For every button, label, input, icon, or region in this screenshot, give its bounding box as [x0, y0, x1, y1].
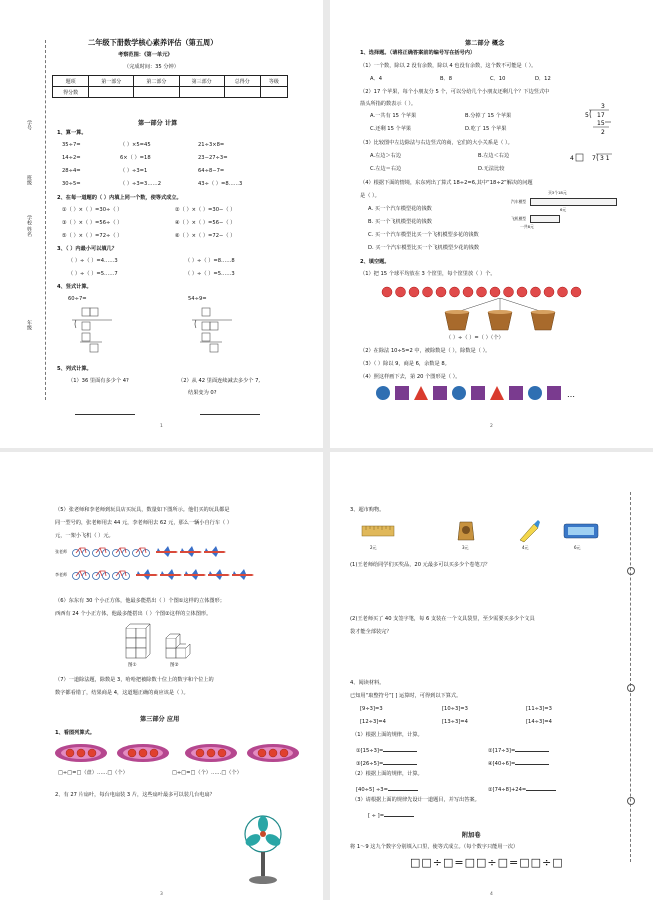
q2-item: ③（ ）×（ ）=56÷（ ） — [62, 220, 123, 226]
pencil-sharpener-icon — [454, 518, 480, 544]
calc-item: ②[74÷8]+24= — [488, 784, 556, 794]
exam-scope: 考察范围：《第一单元》 — [118, 52, 173, 58]
exam-title: 二年级下册数学核心素养评估（第五周） — [88, 38, 218, 47]
q3-title: 3、（ ）内最小可以填几？ — [57, 246, 117, 252]
q7-text: （7）一道除法题，除数是 3，哈哈把被除数十位上的数字和个位上的 — [55, 677, 214, 683]
ball-icon — [544, 287, 554, 297]
side-label-id: 学号 — [26, 120, 32, 130]
svg-text:4: 4 — [570, 155, 574, 162]
calc-item: ④[40÷6]= — [488, 758, 549, 768]
binding-line — [45, 40, 46, 400]
option: A.一共有 15 个苹果 — [370, 113, 417, 119]
q1-1-text: （1）一个数，除以 2 没有余数，除以 4 也没有余数，这个数不可能是（ ）。 — [360, 63, 537, 69]
q1-4-text-2: 是（ ）。 — [360, 193, 380, 199]
example: [10÷3]=3 — [442, 706, 468, 712]
li-toys — [72, 567, 292, 581]
ball-icon — [571, 287, 581, 297]
price: 3元 — [462, 545, 469, 550]
q1-2-text: （2）17 个苹果，每个小朋友分 5 个，可以分给几个小朋友还剩几个？下边竖式中 — [360, 89, 550, 95]
q4-item: 54÷9= — [188, 296, 207, 302]
q1-item: 6×（ ）=18 — [120, 155, 151, 161]
teacher-zhang-label: 张老师 — [55, 549, 67, 554]
q3-item: （ ）÷（ ）=8……8 — [185, 258, 235, 264]
svg-text:3: 3 — [601, 103, 605, 110]
ball-icon — [504, 287, 514, 297]
q4-item: 60÷7= — [68, 296, 87, 302]
airplane-icon — [208, 569, 230, 580]
page-number: 2 — [490, 424, 493, 429]
option: C.左边＝右边 — [370, 166, 402, 172]
q2-3-text: （3）（ ）除以 9，商是 6，余数是 8。 — [360, 361, 450, 367]
svg-text:3 1: 3 1 — [600, 155, 610, 162]
zhang-toys — [72, 544, 272, 558]
page-2 — [330, 0, 653, 448]
svg-text:7: 7 — [592, 155, 596, 162]
q1-item: 28÷4= — [62, 168, 81, 174]
part3-title: 第三部分 应用 — [140, 716, 180, 723]
airplane-icon — [136, 569, 158, 580]
score-header: 题项 — [53, 76, 89, 87]
option: D.吃了 15 个苹果 — [465, 126, 507, 132]
score-table — [52, 75, 288, 98]
ball-icon — [463, 287, 473, 297]
q5-text: （5）张老师和李老师到玩具店买玩具，数量如下图所示。他们买的玩具都是 — [55, 507, 230, 513]
bicycle-icon — [73, 571, 90, 580]
q3-2-text-2: 袋才能全部装完？ — [350, 629, 392, 635]
airplane-icon — [180, 546, 202, 557]
q2-title: 2、填空题。 — [360, 259, 390, 265]
pencil-box-icon — [562, 520, 602, 542]
plate-icon — [185, 744, 237, 762]
baskets-figure — [435, 298, 565, 334]
side-label-class: 班级 — [26, 175, 32, 185]
score-cell[interactable] — [260, 87, 287, 98]
car-bar — [530, 198, 617, 206]
q3-2-text: (2)王老师买了 40 支签字笔，每 6 支装在一个文具袋里，至少需要买多少个文具 — [350, 616, 535, 622]
page-number: 3 — [160, 892, 163, 897]
q2-item: ②（ ）×（ ）=30−（ ） — [175, 207, 236, 213]
score-cell[interactable] — [134, 87, 179, 98]
q1-title: 1、算一算。 — [57, 130, 87, 136]
page-number: 1 — [160, 424, 163, 429]
q6-text-2: 西西有 24 个小正方体，他最多能搭出（ ）个图②这样的立体图形。 — [55, 611, 212, 617]
svg-text:17: 17 — [597, 112, 605, 119]
q4-1-text: （1）根据上面的规律，计算。 — [352, 732, 423, 738]
price: 2元 — [370, 545, 377, 550]
fig2-label: 图② — [170, 663, 179, 668]
plate-icon — [55, 744, 107, 762]
electric-fan-icon — [240, 814, 286, 886]
q2-item: ⑥（ ）×（ ）=72−（ ） — [175, 233, 236, 239]
score-row-label: 得分数 — [53, 87, 89, 98]
option: D. 买一个汽车模型比买一个飞机模型少花的钱数 — [368, 245, 480, 251]
q1-item: 35÷7= — [62, 142, 81, 148]
answer-line[interactable] — [75, 400, 135, 419]
q2-4-text: （4）照这样画下去，第 20 个图形是（ ）。 — [360, 374, 461, 380]
page-3 — [0, 452, 323, 900]
calc-item: [40÷5] ÷3= — [356, 784, 418, 794]
bar-total-label: 买3个18元 — [548, 190, 567, 195]
example: [13÷3]=4 — [442, 719, 468, 725]
q1-2-text-2: 箭头所指的数表示（ ）。 — [360, 101, 417, 107]
q1-item: 30÷5= — [62, 181, 81, 187]
q5b-text-2: 结果变为 0? — [188, 390, 217, 396]
q5b-text: （2）从 42 里面连续减去多少个 7, — [178, 378, 261, 384]
q3-item: （ ）÷（ ）=5……3 — [185, 271, 235, 277]
q2-text: 2、有 27 片扇叶，每台电扇装 3 片，这些扇叶最多可以装几台电扇？ — [55, 792, 215, 798]
q4-title: 4、阅读材料。 — [350, 680, 385, 686]
option: B. 买一个飞机模型花的钱数 — [368, 219, 432, 225]
option: A. 买一个汽车模型花的钱数 — [368, 206, 432, 212]
q1-item: （ ）÷3=3……2 — [120, 181, 161, 187]
shape-pattern — [375, 384, 585, 402]
calc-item: ③[26÷5]= — [356, 758, 417, 768]
pen-icon — [516, 518, 542, 544]
score-header: 总得分 — [224, 76, 260, 87]
score-header: 第二部分 — [134, 76, 179, 87]
calc-item: ②[17÷3]= — [488, 745, 549, 755]
fig1-label: 图① — [128, 663, 137, 668]
q3-item: （ ）÷（ ）=5……7 — [68, 271, 118, 277]
vertical-division-figure — [585, 100, 615, 140]
fill-equation: （ ）÷（ ）=（ ）（个） — [446, 335, 504, 341]
design-item[interactable]: [ ÷ ]= — [368, 810, 414, 820]
page-number: 4 — [490, 892, 493, 897]
q1-item: （ ）×5=45 — [120, 142, 151, 148]
q1-item: 21÷3×8= — [198, 142, 225, 148]
svg-text:…: … — [567, 390, 575, 399]
svg-text:2: 2 — [601, 129, 605, 136]
airplane-icon — [184, 569, 206, 580]
option: D.无法比较 — [478, 166, 505, 172]
ball-icon — [382, 287, 392, 297]
plane-bar — [530, 215, 560, 223]
part2-title: 第二部分 概念 — [465, 40, 505, 47]
binding-line — [630, 492, 631, 862]
plate-icon — [117, 744, 169, 762]
ball-icon — [531, 287, 541, 297]
q1-item: （ ）÷3=1 — [120, 168, 148, 174]
ball-icon — [450, 287, 460, 297]
part1-title: 第一部分 计算 — [138, 120, 178, 127]
q3-1-text: (1)王老师给同学们买奖品，20 元最多可以买多少个卷笔刀？ — [350, 562, 491, 568]
balls-row — [380, 286, 595, 298]
binding-hole — [627, 684, 635, 692]
q1-item: 64÷8−7= — [198, 168, 225, 174]
price: 6元 — [574, 545, 581, 550]
long-division-frame — [62, 306, 142, 356]
option: D．12 — [535, 76, 551, 82]
answer-line[interactable] — [200, 400, 260, 419]
ball-icon — [436, 287, 446, 297]
side-label-school: 学校 姓名 — [26, 215, 32, 237]
q1-item: 14÷2= — [62, 155, 81, 161]
score-cell[interactable] — [224, 87, 260, 98]
option: B.分掉了 15 个苹果 — [465, 113, 512, 119]
option: B．8 — [440, 76, 453, 82]
q5-title: 5、列式计算。 — [57, 366, 92, 372]
binding-hole — [627, 797, 635, 805]
option: C.还剩 15 个苹果 — [370, 126, 412, 132]
q2-item: ④（ ）×（ ）=56−（ ） — [175, 220, 236, 226]
q2-2-text: （2）在除法 10÷5=2 中，被除数是（ ），除数是（ ）。 — [360, 348, 491, 354]
bicycle-icon — [93, 548, 110, 557]
bicycle-icon — [133, 548, 150, 557]
q1-item: 43÷（ ）=8……3 — [198, 181, 243, 187]
ball-icon — [409, 287, 419, 297]
q7-text-2: 数字都看错了，结果商是 4，这道题正确的商应该是（ ）。 — [55, 690, 189, 696]
side-label-grade: 年级 — [26, 320, 32, 330]
ruler-icon — [360, 520, 396, 542]
example: [12÷3]=4 — [360, 719, 386, 725]
option: B.左边＜右边 — [478, 153, 510, 159]
q6-text: （6）东东有 30 个小正方体，他最多能搭出（ ）个图①这样的立体图形； — [55, 598, 225, 604]
q5-text-3: 元，一架小飞机（ ）元。 — [55, 533, 114, 539]
ball-icon — [558, 287, 568, 297]
equation-1: □÷□=□（盘）……□（个） — [58, 770, 128, 776]
svg-text:5: 5 — [585, 112, 589, 119]
q1-4-text: （4）根据下面的情境，东东列出了算式 18÷2=6,其中“18÷2”解决的问题 — [360, 180, 533, 186]
bicycle-icon — [113, 548, 130, 557]
score-header: 第三部分 — [179, 76, 224, 87]
page-4 — [330, 452, 653, 900]
appendix-title: 附加卷 — [462, 832, 481, 839]
airplane-icon — [204, 546, 226, 557]
bar-car-label: 汽车模型 — [511, 199, 527, 204]
ball-icon — [517, 287, 527, 297]
bar-one-label: 一共8元 — [520, 224, 534, 229]
plate-icon — [247, 744, 299, 762]
bar-plane-label: 飞机模型 — [511, 216, 527, 221]
teacher-li-label: 李老师 — [55, 572, 67, 577]
q2-title: 2、在每一道题的（ ）内填上同一个数，使等式成立。 — [57, 195, 182, 201]
example: [14÷3]=4 — [526, 719, 552, 725]
airplane-icon — [156, 546, 178, 557]
option: A．4 — [370, 76, 383, 82]
q5-text-2: 同一型号的，张老师用去 44 元，李老师用去 62 元，那么一辆小自行车（ ） — [55, 520, 233, 526]
q1-title: 1、看图列算式。 — [55, 730, 95, 736]
option: C. 买一个汽车模型比买一个飞机模型多花的钱数 — [368, 232, 479, 238]
page-1 — [0, 0, 323, 448]
calc-item: ①[15÷3]= — [356, 745, 417, 755]
q5a-text: （1）36 里面有多少个 4? — [68, 378, 129, 384]
q1-item: 23−27÷3= — [198, 155, 228, 161]
q1-title: 1、选择题。（请将正确答案前的编号写在括号内） — [360, 50, 476, 56]
ball-icon — [396, 287, 406, 297]
score-cell[interactable] — [89, 87, 134, 98]
q2-item: ⑤（ ）×（ ）=72÷（ ） — [62, 233, 123, 239]
bicycle-icon — [113, 571, 130, 580]
plates-figure — [55, 742, 305, 764]
bar-each-label: 6元 — [560, 207, 567, 212]
airplane-icon — [160, 569, 182, 580]
equation-2: □÷□=□（个）……□（个） — [172, 770, 242, 776]
exam-time: （完成时间：35 分钟） — [124, 64, 179, 70]
q2-item: ①（ ）×（ ）=30÷（ ） — [62, 207, 123, 213]
ball-icon — [423, 287, 433, 297]
score-cell[interactable] — [179, 87, 224, 98]
binding-hole — [627, 567, 635, 575]
example: [9÷3]=3 — [360, 706, 383, 712]
appendix-equation[interactable]: □□÷□=□□÷□=□□÷□ — [410, 856, 564, 869]
compare-division-figure — [570, 148, 620, 168]
score-header: 第一部分 — [89, 76, 134, 87]
ball-icon — [490, 287, 500, 297]
long-division-frame — [182, 306, 262, 356]
price: 4元 — [522, 545, 529, 550]
q2-1-text: （1）把 15 个球平均放在 3 个筐里，每个筐里放（ ）个。 — [360, 271, 496, 277]
svg-text:15: 15 — [597, 120, 605, 127]
q3-item: （ ）÷（ ）=4……3 — [68, 258, 118, 264]
q4-2-text: （2）根据上面的规律，计算。 — [352, 771, 423, 777]
option: C．10 — [490, 76, 506, 82]
airplane-icon — [232, 569, 254, 580]
q4-title: 4、竖式计算。 — [57, 284, 92, 290]
example: [11÷3]=3 — [526, 706, 552, 712]
score-header: 等级 — [260, 76, 287, 87]
option: A.左边＞右边 — [370, 153, 402, 159]
bicycle-icon — [73, 548, 90, 557]
ball-icon — [477, 287, 487, 297]
q4-3-text: （3）请根据上面的规律先设计一道题目，并写出答案。 — [352, 797, 480, 803]
q1-3-text: （3）比较图中左边除法与右边竖式的商，它们的大小关系是（ ）。 — [360, 140, 513, 146]
q4-intro: 已知用“取整符号”[ ] 运算时，可得到以下算式。 — [350, 693, 462, 699]
bicycle-icon — [93, 571, 110, 580]
appendix-question: 将 1～9 这九个数字分别填入口里，使等式成立。（每个数字只能用一次） — [350, 844, 519, 850]
q3-title: 3、超市购物。 — [350, 507, 385, 513]
